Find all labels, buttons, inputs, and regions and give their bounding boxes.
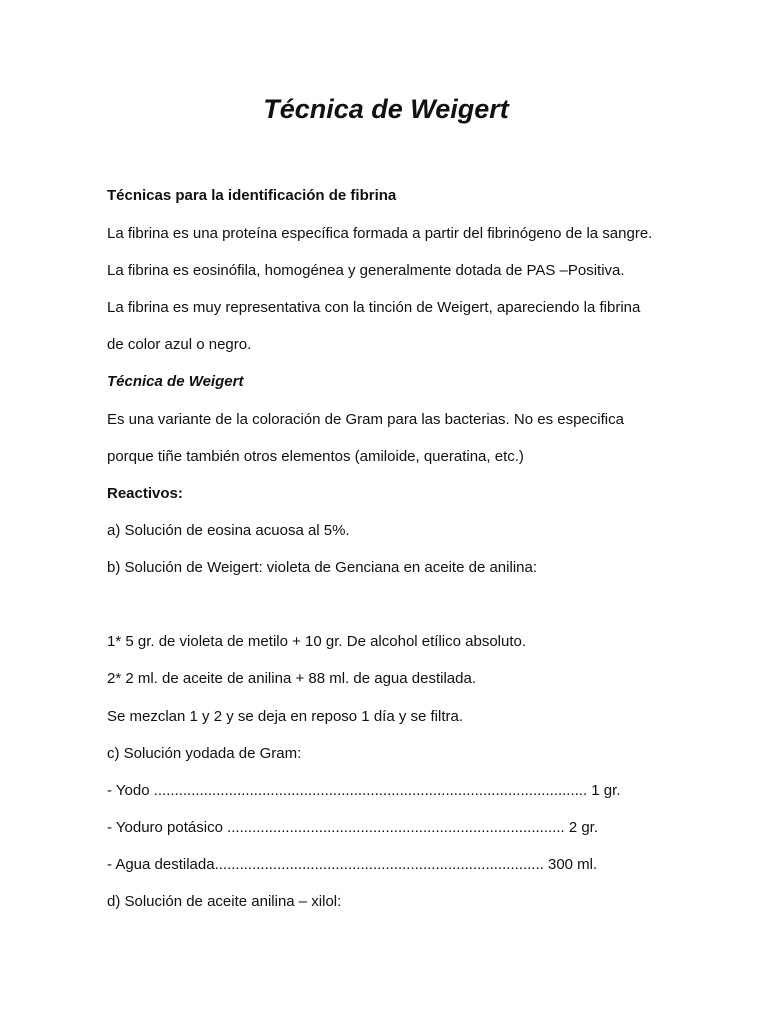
- reagent-item: a) Solución de eosina acuosa al 5%.: [107, 522, 350, 539]
- ingredient-line: - Yoduro potásico ................................................................................. 2 gr.: [107, 819, 599, 836]
- paragraph-line: La fibrina es una proteína específica formada a partir del fibrinógeno de la sangre.: [107, 225, 653, 242]
- document-title: Técnica de Weigert: [263, 94, 509, 124]
- paragraph-line: Es una variante de la coloración de Gram para las bacterias. No es especifica: [107, 411, 624, 428]
- paragraph-line: La fibrina es eosinófila, homogénea y generalmente dotada de PAS –Positiva.: [107, 262, 625, 279]
- reagent-item: c) Solución yodada de Gram:: [107, 745, 302, 762]
- subsection-heading: Técnica de Weigert: [107, 373, 244, 390]
- reagents-heading: Reactivos:: [107, 485, 183, 502]
- paragraph-line: La fibrina es muy representativa con la tinción de Weigert, apareciendo la fibrina: [107, 299, 641, 316]
- reagent-item: d) Solución de aceite anilina – xilol:: [107, 893, 342, 910]
- paragraph-line: porque tiñe también otros elementos (amiloide, queratina, etc.): [107, 448, 524, 465]
- paragraph-line: Se mezclan 1 y 2 y se deja en reposo 1 día y se filtra.: [107, 708, 464, 725]
- paragraph-line: de color azul o negro.: [107, 336, 252, 353]
- reagent-item: b) Solución de Weigert: violeta de Genciana en aceite de anilina:: [107, 559, 537, 576]
- ingredient-line: - Agua destilada............................................................................... 300 ml.: [107, 856, 598, 873]
- section-heading: Técnicas para la identificación de fibrina: [107, 187, 397, 204]
- preparation-step: 2* 2 ml. de aceite de anilina + 88 ml. de agua destilada.: [107, 670, 476, 687]
- preparation-step: 1* 5 gr. de violeta de metilo + 10 gr. De alcohol etílico absoluto.: [107, 633, 527, 650]
- ingredient-line: - Yodo ........................................................................................................ 1 gr.: [107, 782, 621, 799]
